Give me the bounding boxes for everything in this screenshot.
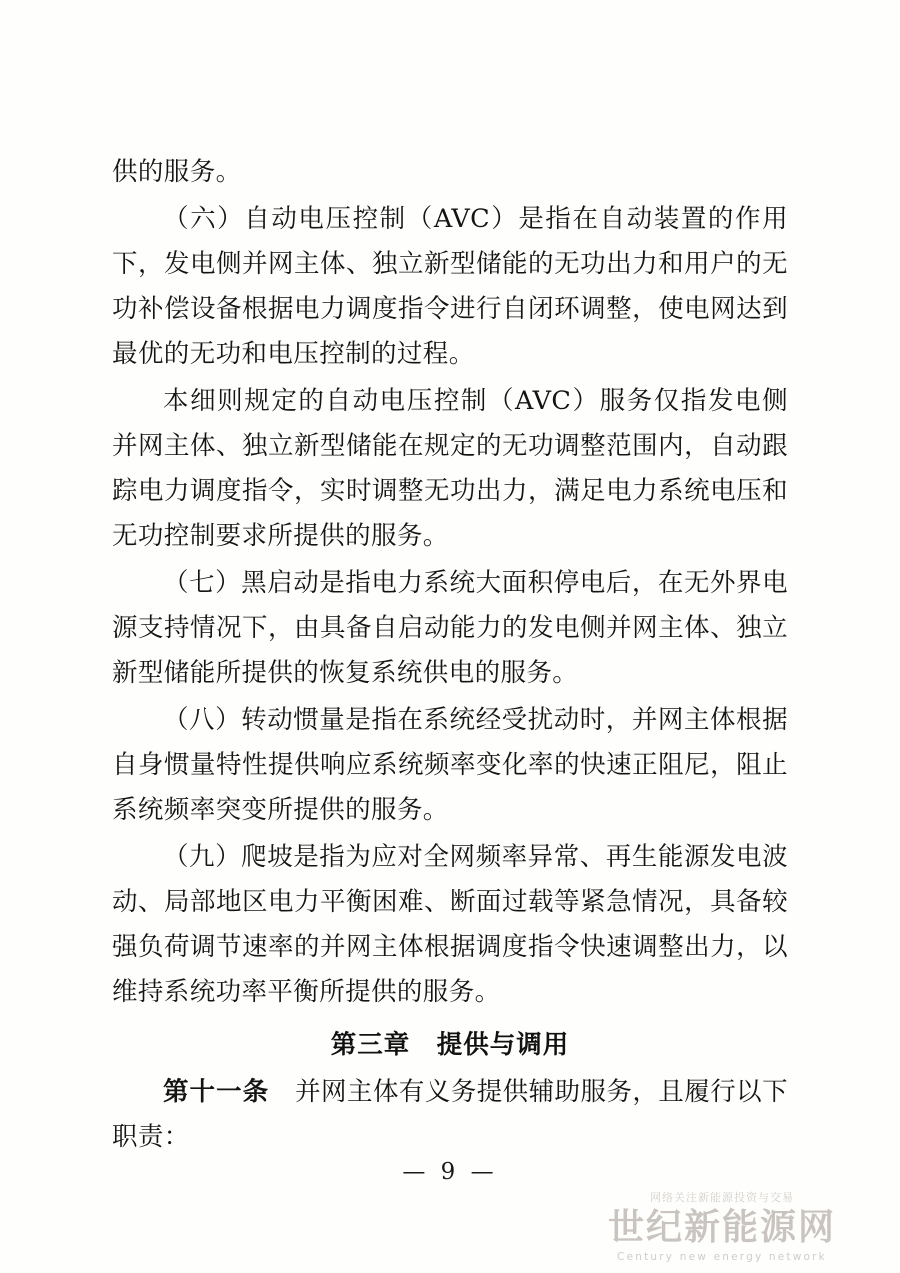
chapter-heading: 第三章 提供与调用 [330,1030,570,1060]
document-body [112,150,788,1162]
article-text: 并网主体有义务提供辅助服务，且履行以下职责： [112,1077,788,1152]
article-label: 第十一条 [163,1077,270,1107]
article-paragraph [112,1070,788,1160]
paragraph-item-nine: （九）爬坡是指为应对全网频率异常、再生能源发电波动、局部地区电力平衡困难、断面过载等紧急情况，具备较强负荷调节速率的并网主体根据调度指令快速调整出力，以维持系统功率平衡所提供的服务。 [112,842,788,1007]
watermark-english-text: Century new energy network [617,1251,827,1263]
watermark [572,1189,872,1263]
page-number: — 9 — [402,1159,498,1185]
watermark-subtext: 网络关注新能源投资与交易 [650,1191,794,1204]
watermark-main-text: 世纪新能源网 [607,1207,836,1248]
paragraph-continued: 供的服务。 [112,157,242,187]
paragraph-avc-detail: 本细则规定的自动电压控制（AVC）服务仅指发电侧并网主体、独立新型储能在规定的无功调整范围内，自动跟踪电力调度指令，实时调整无功出力，满足电力系统电压和无功控制要求所提供的服务。 [112,386,788,551]
paragraph-item-six: （六）自动电压控制（AVC）是指在自动装置的作用下，发电侧并网主体、独立新型储能的无功出力和用户的无功补偿设备根据电力调度指令进行自闭环调整，使电网达到最优的无功和电压控制的过程。 [112,204,788,369]
paragraph-item-seven: （七）黑启动是指电力系统大面积停电后，在无外界电源支持情况下，由具备自启动能力的发电侧并网主体、独立新型储能所提供的恢复系统供电的服务。 [112,568,788,688]
page-footer [0,1159,900,1185]
paragraph-item-eight: （八）转动惯量是指在系统经受扰动时，并网主体根据自身惯量特性提供响应系统频率变化率的快速正阻尼，阻止系统频率突变所提供的服务。 [112,705,788,825]
